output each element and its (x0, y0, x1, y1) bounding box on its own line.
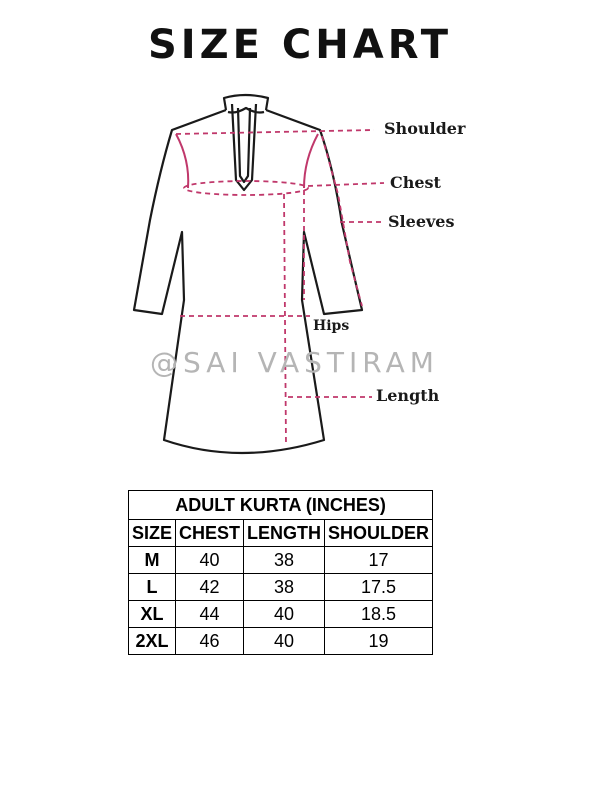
sleeves-label: Sleeves (388, 212, 455, 231)
cell-length: 38 (244, 547, 325, 574)
cell-chest: 42 (176, 574, 244, 601)
measurement-guides (176, 130, 384, 446)
shoulder-label: Shoulder (384, 119, 466, 138)
kurta-outline (134, 95, 362, 453)
table-header-row (129, 520, 433, 547)
cell-size: 2XL (129, 628, 176, 655)
chest-label: Chest (390, 173, 441, 192)
cell-shoulder: 18.5 (325, 601, 433, 628)
table-row (129, 601, 433, 628)
page-title: SIZE CHART (147, 22, 453, 68)
cell-length: 40 (244, 601, 325, 628)
table-row (129, 547, 433, 574)
cell-size: M (129, 547, 176, 574)
cell-length: 38 (244, 574, 325, 601)
table-row (129, 574, 433, 601)
cell-chest: 44 (176, 601, 244, 628)
header-shoulder: SHOULDER (325, 520, 433, 547)
cell-size: XL (129, 601, 176, 628)
cell-shoulder: 17.5 (325, 574, 433, 601)
watermark: @SAI VASTIRAM (150, 346, 439, 379)
length-label: Length (376, 386, 440, 405)
cell-chest: 40 (176, 547, 244, 574)
size-table (128, 490, 433, 655)
cell-length: 40 (244, 628, 325, 655)
table-row (129, 628, 433, 655)
table-caption: ADULT KURTA (INCHES) (129, 491, 433, 520)
header-chest: CHEST (176, 520, 244, 547)
table-caption-row (129, 491, 433, 520)
cell-size: L (129, 574, 176, 601)
cell-chest: 46 (176, 628, 244, 655)
cell-shoulder: 17 (325, 547, 433, 574)
hips-label: Hips (313, 318, 350, 334)
cell-shoulder: 19 (325, 628, 433, 655)
header-length: LENGTH (244, 520, 325, 547)
header-size: SIZE (129, 520, 176, 547)
